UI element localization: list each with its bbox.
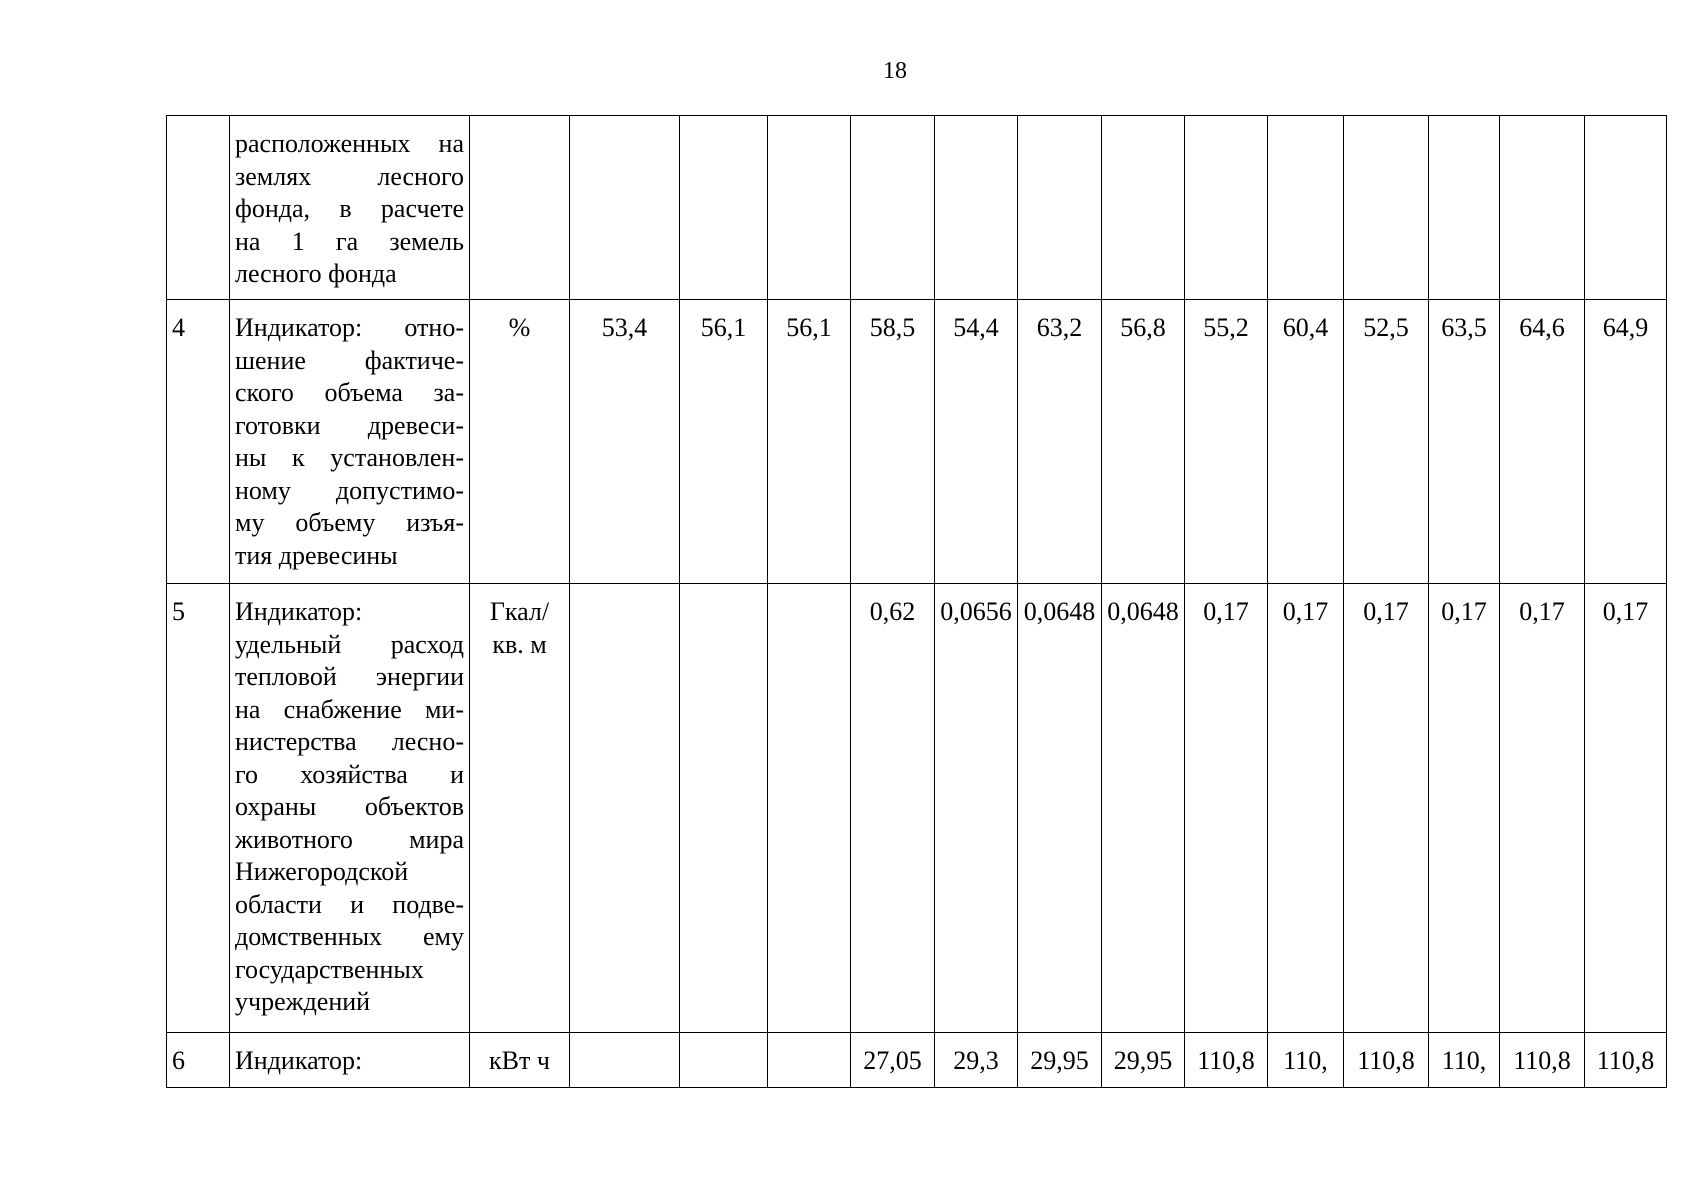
value-cell: 53,4 bbox=[570, 300, 680, 584]
value-cell bbox=[1268, 116, 1344, 300]
value-cell: 56,8 bbox=[1102, 300, 1185, 584]
value-cell: 29,95 bbox=[1102, 1033, 1185, 1088]
row-number-cell bbox=[167, 116, 230, 300]
description-line: землях лесного bbox=[235, 161, 464, 191]
value-cell: 110,8 bbox=[1344, 1033, 1429, 1088]
description-line: Индикатор: отно- bbox=[235, 313, 464, 342]
description-line: государственных bbox=[235, 954, 424, 984]
value-cell: 0,17 bbox=[1268, 584, 1344, 1033]
value-cell: 110,8 bbox=[1500, 1033, 1585, 1088]
page-number: 18 bbox=[883, 58, 907, 84]
value-cell: 54,4 bbox=[935, 300, 1018, 584]
description-cell bbox=[230, 300, 470, 584]
value-cell bbox=[680, 1033, 768, 1088]
table-row bbox=[167, 300, 1667, 584]
description-cell bbox=[230, 1033, 470, 1088]
description-line: на снабжение ми- bbox=[235, 694, 464, 724]
table-row bbox=[167, 1033, 1667, 1088]
description-line: области и подве- bbox=[235, 889, 464, 919]
description-line: готовки древеси- bbox=[235, 410, 464, 440]
value-cell bbox=[1429, 116, 1500, 300]
value-cell bbox=[1585, 116, 1667, 300]
table-row bbox=[167, 116, 1667, 300]
description-line: нистерства лесно- bbox=[235, 727, 464, 756]
value-cell: 56,1 bbox=[680, 300, 768, 584]
value-cell bbox=[851, 116, 935, 300]
value-cell bbox=[1500, 116, 1585, 300]
row-number-cell: 4 bbox=[167, 300, 230, 584]
value-cell: 0,62 bbox=[851, 584, 935, 1033]
value-cell: 29,95 bbox=[1018, 1033, 1102, 1088]
description-line: фонда, в расчете bbox=[235, 194, 464, 223]
value-cell: 110, bbox=[1268, 1033, 1344, 1088]
value-cell: 55,2 bbox=[1185, 300, 1268, 584]
value-cell bbox=[680, 584, 768, 1033]
value-cell: 27,05 bbox=[851, 1033, 935, 1088]
value-cell: 56,1 bbox=[768, 300, 851, 584]
value-cell: 0,17 bbox=[1585, 584, 1667, 1033]
value-cell bbox=[1102, 116, 1185, 300]
description-line: шение фактиче- bbox=[235, 345, 464, 375]
value-cell bbox=[570, 1033, 680, 1088]
value-cell bbox=[1344, 116, 1429, 300]
value-cell bbox=[1018, 116, 1102, 300]
value-cell: 110,8 bbox=[1185, 1033, 1268, 1088]
value-cell: 63,5 bbox=[1429, 300, 1500, 584]
description-line: на 1 га земель bbox=[235, 226, 464, 256]
description-line: домственных ему bbox=[235, 922, 464, 951]
description-line: Нижегородской bbox=[235, 857, 409, 886]
description-line: удельный расход bbox=[235, 629, 464, 659]
value-cell bbox=[680, 116, 768, 300]
value-cell: 29,3 bbox=[935, 1033, 1018, 1088]
description-line: учреждений bbox=[235, 987, 371, 1016]
value-cell: 0,17 bbox=[1185, 584, 1268, 1033]
unit-cell: % bbox=[470, 300, 570, 584]
description-line: тия древесины bbox=[235, 540, 398, 570]
row-number-cell: 6 bbox=[167, 1033, 230, 1088]
value-cell: 60,4 bbox=[1268, 300, 1344, 584]
value-cell: 0,17 bbox=[1500, 584, 1585, 1033]
indicator-table bbox=[166, 115, 1667, 1088]
value-cell: 64,9 bbox=[1585, 300, 1667, 584]
value-cell bbox=[570, 116, 680, 300]
value-cell: 0,0648 bbox=[1102, 584, 1185, 1033]
description-line: го хозяйства и bbox=[235, 759, 464, 789]
value-cell: 0,17 bbox=[1429, 584, 1500, 1033]
description-line: лесного фонда bbox=[235, 259, 397, 288]
unit-cell bbox=[470, 116, 570, 300]
description-line: ны к установлен- bbox=[235, 443, 464, 472]
value-cell: 0,0648 bbox=[1018, 584, 1102, 1033]
table-body bbox=[167, 116, 1667, 1088]
value-cell: 63,2 bbox=[1018, 300, 1102, 584]
description-line: Индикатор: bbox=[235, 597, 363, 626]
unit-cell: кВт ч bbox=[470, 1033, 570, 1088]
value-cell: 64,6 bbox=[1500, 300, 1585, 584]
row-number-cell: 5 bbox=[167, 584, 230, 1033]
description-cell bbox=[230, 116, 470, 300]
description-line: животного мира bbox=[235, 824, 464, 854]
value-cell bbox=[935, 116, 1018, 300]
description-line: ского объема за- bbox=[235, 378, 464, 407]
description-line: расположенных на bbox=[235, 129, 464, 158]
value-cell: 0,17 bbox=[1344, 584, 1429, 1033]
value-cell bbox=[768, 116, 851, 300]
value-cell bbox=[1185, 116, 1268, 300]
value-cell: 110, bbox=[1429, 1033, 1500, 1088]
table-row bbox=[167, 584, 1667, 1033]
value-cell: 0,0656 bbox=[935, 584, 1018, 1033]
description-line: му объему изъя- bbox=[235, 508, 464, 537]
value-cell bbox=[570, 584, 680, 1033]
description-line: ному допустимо- bbox=[235, 475, 464, 505]
description-line: тепловой энергии bbox=[235, 662, 464, 691]
description-line: охраны объектов bbox=[235, 792, 464, 821]
value-cell: 58,5 bbox=[851, 300, 935, 584]
description-cell bbox=[230, 584, 470, 1033]
value-cell bbox=[768, 1033, 851, 1088]
value-cell: 110,8 bbox=[1585, 1033, 1667, 1088]
value-cell bbox=[768, 584, 851, 1033]
description-line: Индикатор: bbox=[235, 1046, 363, 1075]
value-cell: 52,5 bbox=[1344, 300, 1429, 584]
unit-cell: Гкал/ кв. м bbox=[470, 584, 570, 1033]
